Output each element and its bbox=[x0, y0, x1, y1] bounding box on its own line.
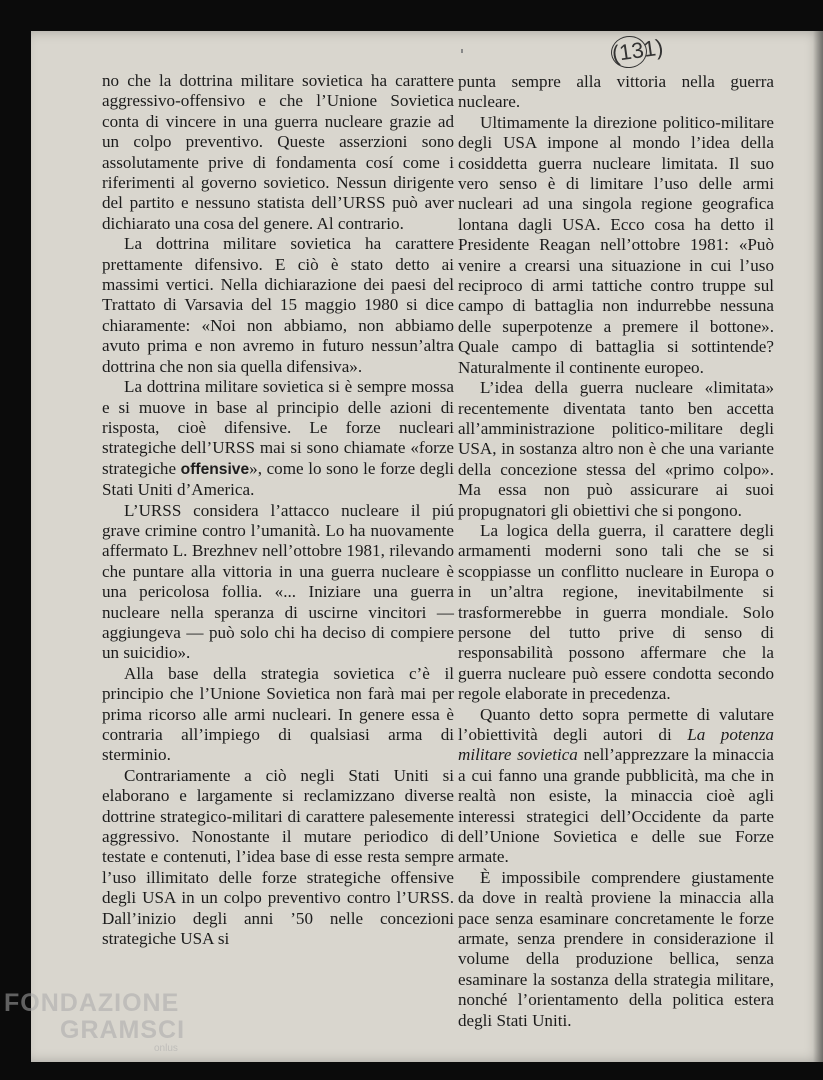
paragraph: punta sempre alla vittoria nella guerra nucleare. bbox=[458, 72, 774, 112]
book-title: La potenza militare sovietica bbox=[458, 725, 774, 765]
left-text-column bbox=[102, 71, 454, 949]
paragraph: L’idea della guerra nucleare «limitata» recentemente diventata tanto ben accetta all’amministrazione politico-militare degli USA, in sostanza altro non è che una variante della concezione stessa del «primo colpo». Ma essa non può assicurare ai suoi propugnatori gli obiettivi che si pongono. bbox=[458, 378, 774, 520]
page-edge-shadow bbox=[813, 31, 823, 1062]
paragraph: La logica della guerra, il carattere degli armamenti moderni sono tali che se si scoppiasse un conflitto nucleare in Europa o in un’altra regione, inevitabilmente si trasformerebbe in guerra mondiale. Solo persone del tutto prive di senso di responsabilità possono affermare che la guerra nucleare può essere condotta secondo regole elaborate in precedenza. bbox=[458, 520, 774, 704]
paragraph: Alla base della strategia sovietica c’è il principio che l’Unione Sovietica non farà mai per prima ricorso alle armi nucleari. In genere essa è contraria all’impiego di qualsiasi arma di sterminio. bbox=[102, 663, 454, 765]
right-text-column bbox=[458, 72, 774, 1031]
paragraph: no che la dottrina militare sovietica ha carattere aggressivo-offensivo e che l’Unione Sovietica conta di vincere in una guerra nucleare grazie ad un colpo preventivo. Queste asserzioni sono assolutamente prive di fondamenta cosí come i riferimenti al governo sovietico. Nessun dirigente del partito e nessuno statista dell’URSS può aver dichiarato una cosa del genere. Al contrario. bbox=[102, 71, 454, 233]
paragraph: È impossibile comprendere giustamente da dove in realtà proviene la minaccia alla pace senza esaminare concretamente le forze armate, senza prendere in considerazione il volume della produzione bellica, senza esaminare la sostanza della strategia militare, nonché l’orientamento della politica estera degli Stati Uniti. bbox=[458, 867, 774, 1030]
handwritten-page-number: (131) bbox=[609, 34, 649, 71]
watermark-line: onlus bbox=[154, 1043, 178, 1054]
paragraph: Contrariamente a ciò negli Stati Uniti si elaborano e largamente si reclamizzano diverse dottrine strategico-militari di carattere palesemente aggressivo. Nonostante il mutare periodico di testate e contenuti, l’idea base di esse resta sempre l’uso illimitato delle forze strategiche offensive degli USA in un colpo preventivo contro l’URSS. Dall’inizio degli anni ’50 nelle concezioni strategiche USA si bbox=[102, 765, 454, 949]
scan-speck bbox=[461, 49, 463, 53]
paragraph bbox=[458, 705, 774, 868]
bold-word: offensive bbox=[180, 460, 250, 478]
paragraph: L’URSS considera l’attacco nucleare il piú grave crimine contro l’umanità. Lo ha nuovamente affermato L. Brezhnev nell’ottobre 1981, rilevando che puntare alla vittoria in una guerra nucleare è una pericolosa follia. «... Iniziare una guerra nucleare nella speranza di uscirne vincitori — aggiungeva — può solo chi ha deciso di compiere un suicidio». bbox=[102, 500, 454, 663]
text-run: La dottrina militare sovietica si è sempre mossa e si muove in base al principio delle azioni di risposta, cioè difensive. Le forze nucleari strategiche dell’URSS mai si sono chiamate «forze strategiche bbox=[102, 377, 454, 478]
text-run: nell’apprezzare la minaccia a cui fanno una grande pubblicità, ma che in realtà non esiste, la minaccia cioè agli interessi strategici dell’Occidente da parte dell’Unione Sovietica e delle sue Forze armate. bbox=[458, 745, 775, 867]
paragraph bbox=[102, 377, 454, 500]
paragraph: La dottrina militare sovietica ha carattere prettamente difensivo. E ciò è stato detto ai massimi vertici. Nella dichiarazione dei paesi del Trattato di Varsavia del 15 maggio 1980 si dice chiaramente: «Noi non abbiamo, non abbiamo avuto prima e non avremo in futuro nessun’altra dottrina che non sia quella difensiva». bbox=[102, 234, 454, 376]
watermark-line: FONDAZIONE bbox=[4, 989, 180, 1017]
fondazione-gramsci-watermark bbox=[4, 990, 185, 1054]
watermark-line: GRAMSCI bbox=[60, 1016, 186, 1044]
text-run: », come lo sono le forze degli Stati Uniti d’America. bbox=[102, 458, 454, 500]
document-page bbox=[31, 31, 823, 1062]
paragraph: Ultimamente la direzione politico-militare degli USA impone al mondo l’idea della cosiddetta guerra nucleare limitata. Il suo vero senso è di limitare l’uso delle armi nucleari ad una singola regione geografica lontana dagli USA. Ecco cosa ha detto il Presidente Reagan nell’ottobre 1981: «Può venire a crearsi una situazione in cui l’uso reciproco di armi tattiche contro truppe sul campo di battaglia non indurrebbe nessuna delle superpotenze a premere il bottone». Quale campo di battaglia si sottintende? Naturalmente il continente europeo. bbox=[458, 112, 774, 377]
text-run: Quanto detto sopra permette di valutare l’obiettività degli autori di bbox=[458, 704, 774, 744]
